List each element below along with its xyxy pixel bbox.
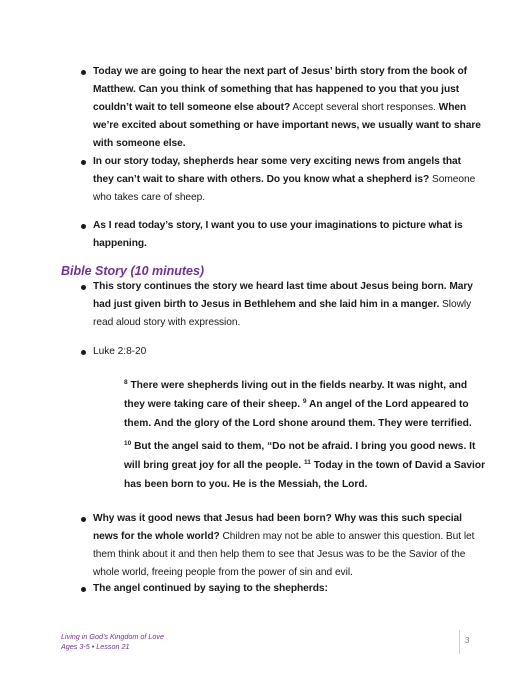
- verse-text: There were shepherds living out in the fields nearby. It was night, and they were taking care of their sheep.: [124, 380, 468, 410]
- scripture-passage: [124, 376, 486, 433]
- verse-number: 8: [124, 379, 128, 386]
- bullet-icon: [81, 70, 86, 75]
- bold-text: In our story today, shepherds hear some very exciting news from angels that they can’t wait to share with others. Do you know what a shepherd is?: [93, 156, 462, 185]
- verse-number: 11: [304, 459, 311, 466]
- footer-line: Ages 3-5 • Lesson 21: [61, 642, 130, 651]
- paragraph: [93, 153, 483, 207]
- paragraph: [93, 63, 483, 153]
- footer-divider: [459, 630, 460, 654]
- plain-text: Someone who takes care of sheep.: [93, 174, 476, 203]
- bold-text: Today we are going to hear the next part of Jesus’ birth story from the book of Matthew. Can you think of something that has happened to you that you just couldn’t wait to tell someone else about?: [93, 66, 467, 113]
- bullet-icon: [81, 160, 86, 165]
- verse-text: But the angel said to them, “Do not be afraid. I bring you good news. It will bring great joy for all the people.: [124, 441, 476, 471]
- verse-number: 10: [124, 440, 132, 447]
- scripture-reference: Luke 2:8-20: [93, 346, 147, 357]
- bold-text: As I read today’s story, I want you to use your imaginations to picture what is happening.: [93, 220, 463, 249]
- section-heading: Bible Story (10 minutes): [61, 264, 205, 278]
- paragraph: The angel continued by saying to the shepherds:: [93, 583, 328, 594]
- bullet-icon: [81, 350, 86, 355]
- plain-text: Accept several short responses.: [290, 102, 439, 113]
- bullet-icon: [81, 517, 86, 522]
- scripture-passage: [124, 437, 486, 494]
- verse-text: Today in the town of David a Savior has been born to you. He is the Messiah, the Lord.: [124, 460, 486, 490]
- bold-text: This story continues the story we heard last time about Jesus being born. Mary had just given birth to Jesus in Bethlehem and she laid him in a manger.: [93, 281, 473, 310]
- page-number: 3: [465, 636, 470, 645]
- footer-line: Living in God’s Kingdom of Love: [61, 632, 164, 641]
- plain-text: Slowly read aloud story with expression.: [93, 299, 472, 328]
- bold-text: When we’re excited about something or have important news, we usually want to share with someone else.: [93, 102, 481, 149]
- footer-title: [61, 632, 164, 652]
- bullet-icon: [81, 285, 86, 290]
- bold-text: Why was it good news that Jesus had been born? Why was this such special news for the whole world?: [93, 513, 462, 542]
- paragraph: [93, 217, 483, 253]
- bullet-icon: [81, 224, 86, 229]
- verse-text: An angel of the Lord appeared to them. And the glory of the Lord shone around them. They were terrified.: [124, 399, 472, 429]
- paragraph: [93, 510, 483, 582]
- bullet-icon: [81, 587, 86, 592]
- plain-text: Children may not be able to answer this question. But let them think about it and then help them to see that Jesus was to be the Savior of the whole world, freeing people from the power of sin and evil.: [93, 531, 475, 578]
- paragraph: [93, 278, 483, 332]
- verse-number: 9: [302, 398, 307, 405]
